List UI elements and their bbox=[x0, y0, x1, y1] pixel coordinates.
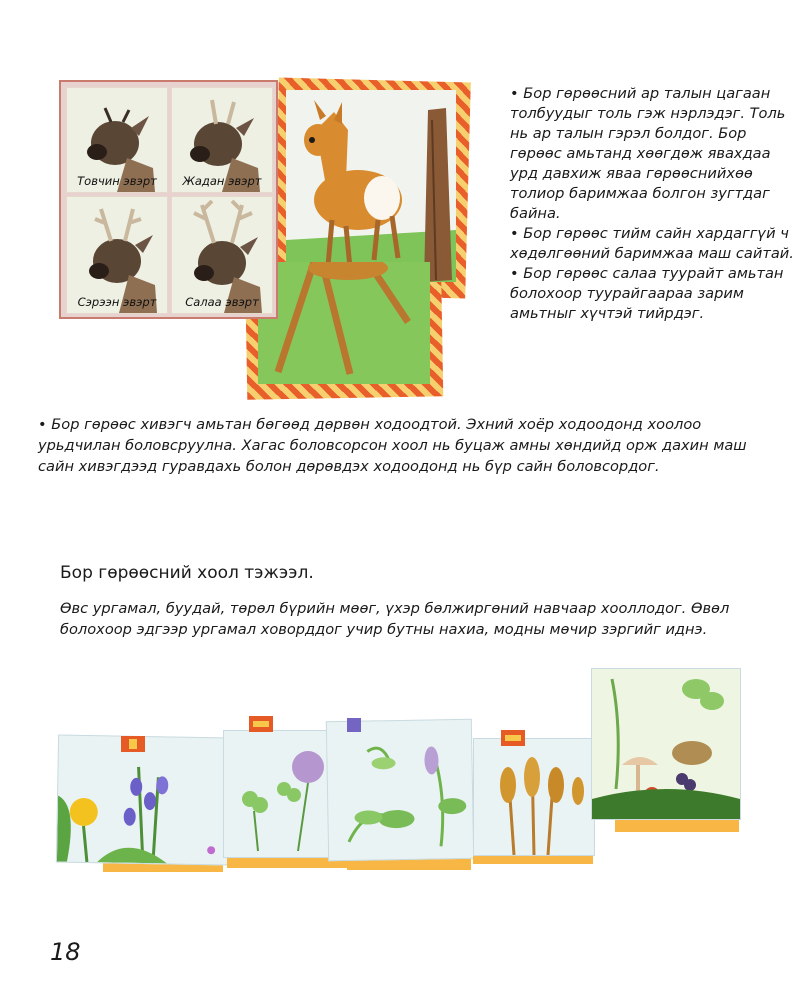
rumination-bullet: • Бор гөрөөс хивэгч амьтан бөгөөд дөрвөн ходоодтой. Эхний хоёр ходоодонд хоолоо урьдчилан боловсруулна. Хагас боловсорсон хоол нь буцаж амны хөндийд орж дахин маш сайн хивэгдээд гуравдахь болон дөрөвдэх ходоодонд нь бүр сайн боловсордог. bbox=[38, 414, 758, 477]
fact-bullet-2: • Бор гөрөөс тийм сайн хардаггүй ч хөдөлгөөний баримжаа маш сайтай. bbox=[510, 224, 795, 264]
antler-illustration bbox=[246, 80, 470, 398]
card-paper bbox=[56, 735, 230, 866]
plant-card-leaves bbox=[327, 720, 475, 870]
antler-panel-1 bbox=[66, 87, 168, 193]
diet-paragraph: Өвс ургамал, буудай, төрөл бүрийн мөөг, үхэр бөлжиргөний навчаар хооллодог. Өвөл болохоор эдгээр ургамал ховорддог учир бутны нахиа, модны мөчир зэргийг иднэ. bbox=[60, 600, 730, 638]
antler-panel-2 bbox=[171, 87, 273, 193]
leaf-sprigs-drawing bbox=[327, 720, 473, 860]
card-paper bbox=[326, 719, 474, 862]
flag-icon bbox=[501, 730, 525, 746]
rumination-paragraph bbox=[38, 414, 758, 477]
deer-facts-list bbox=[510, 84, 795, 324]
fact-bullet-3: • Бор гөрөөс салаа туурайт амьтан болохоор туурайгаараа зарим амьтныг хүчтэй тийрдэг. bbox=[510, 264, 795, 324]
antler-types-grid bbox=[59, 80, 278, 319]
flag-icon bbox=[121, 736, 145, 752]
card-paper bbox=[591, 668, 741, 820]
wheat-drawing bbox=[474, 739, 594, 855]
plant-card-wheat bbox=[473, 738, 597, 868]
section-heading: Бор гөрөөсний хоол тэжээл. bbox=[60, 563, 314, 583]
antler-caption-3: Сэрээн эвэрт bbox=[77, 295, 157, 309]
antler-caption-4: Салаа эвэрт bbox=[185, 295, 259, 309]
antler-caption-2: Жадан эвэрт bbox=[182, 174, 262, 188]
antler-caption-1: Товчин эвэрт bbox=[77, 174, 157, 188]
plant-card-dandelion bbox=[55, 736, 227, 872]
fact-bullet-1: • Бор гөрөөсний ар талын цагаан толбуудыг толь гэж нэрлэдэг. Толь нь ар талын гэрэл болдог. Бор гөрөөс амьтанд хөөгдөж явахдаа урд давхиж яваа гөрөөснийхөө толиор баримжаа болгон зугтдаг байна. bbox=[510, 84, 795, 224]
antler-panel-4 bbox=[171, 196, 273, 314]
card-paper bbox=[473, 738, 595, 856]
dandelion-bluebell-drawing bbox=[57, 736, 229, 865]
page-number: 18 bbox=[50, 938, 81, 966]
plant-card-mushrooms bbox=[591, 668, 743, 834]
mushroom-berries-drawing bbox=[592, 669, 740, 819]
antler-panel-3 bbox=[66, 196, 168, 314]
deer-picture-upper bbox=[286, 90, 456, 282]
plant-cards-illustration bbox=[55, 668, 745, 878]
deer-picture-lower bbox=[258, 262, 430, 384]
flag-icon bbox=[249, 716, 273, 732]
flag-icon bbox=[347, 718, 361, 732]
